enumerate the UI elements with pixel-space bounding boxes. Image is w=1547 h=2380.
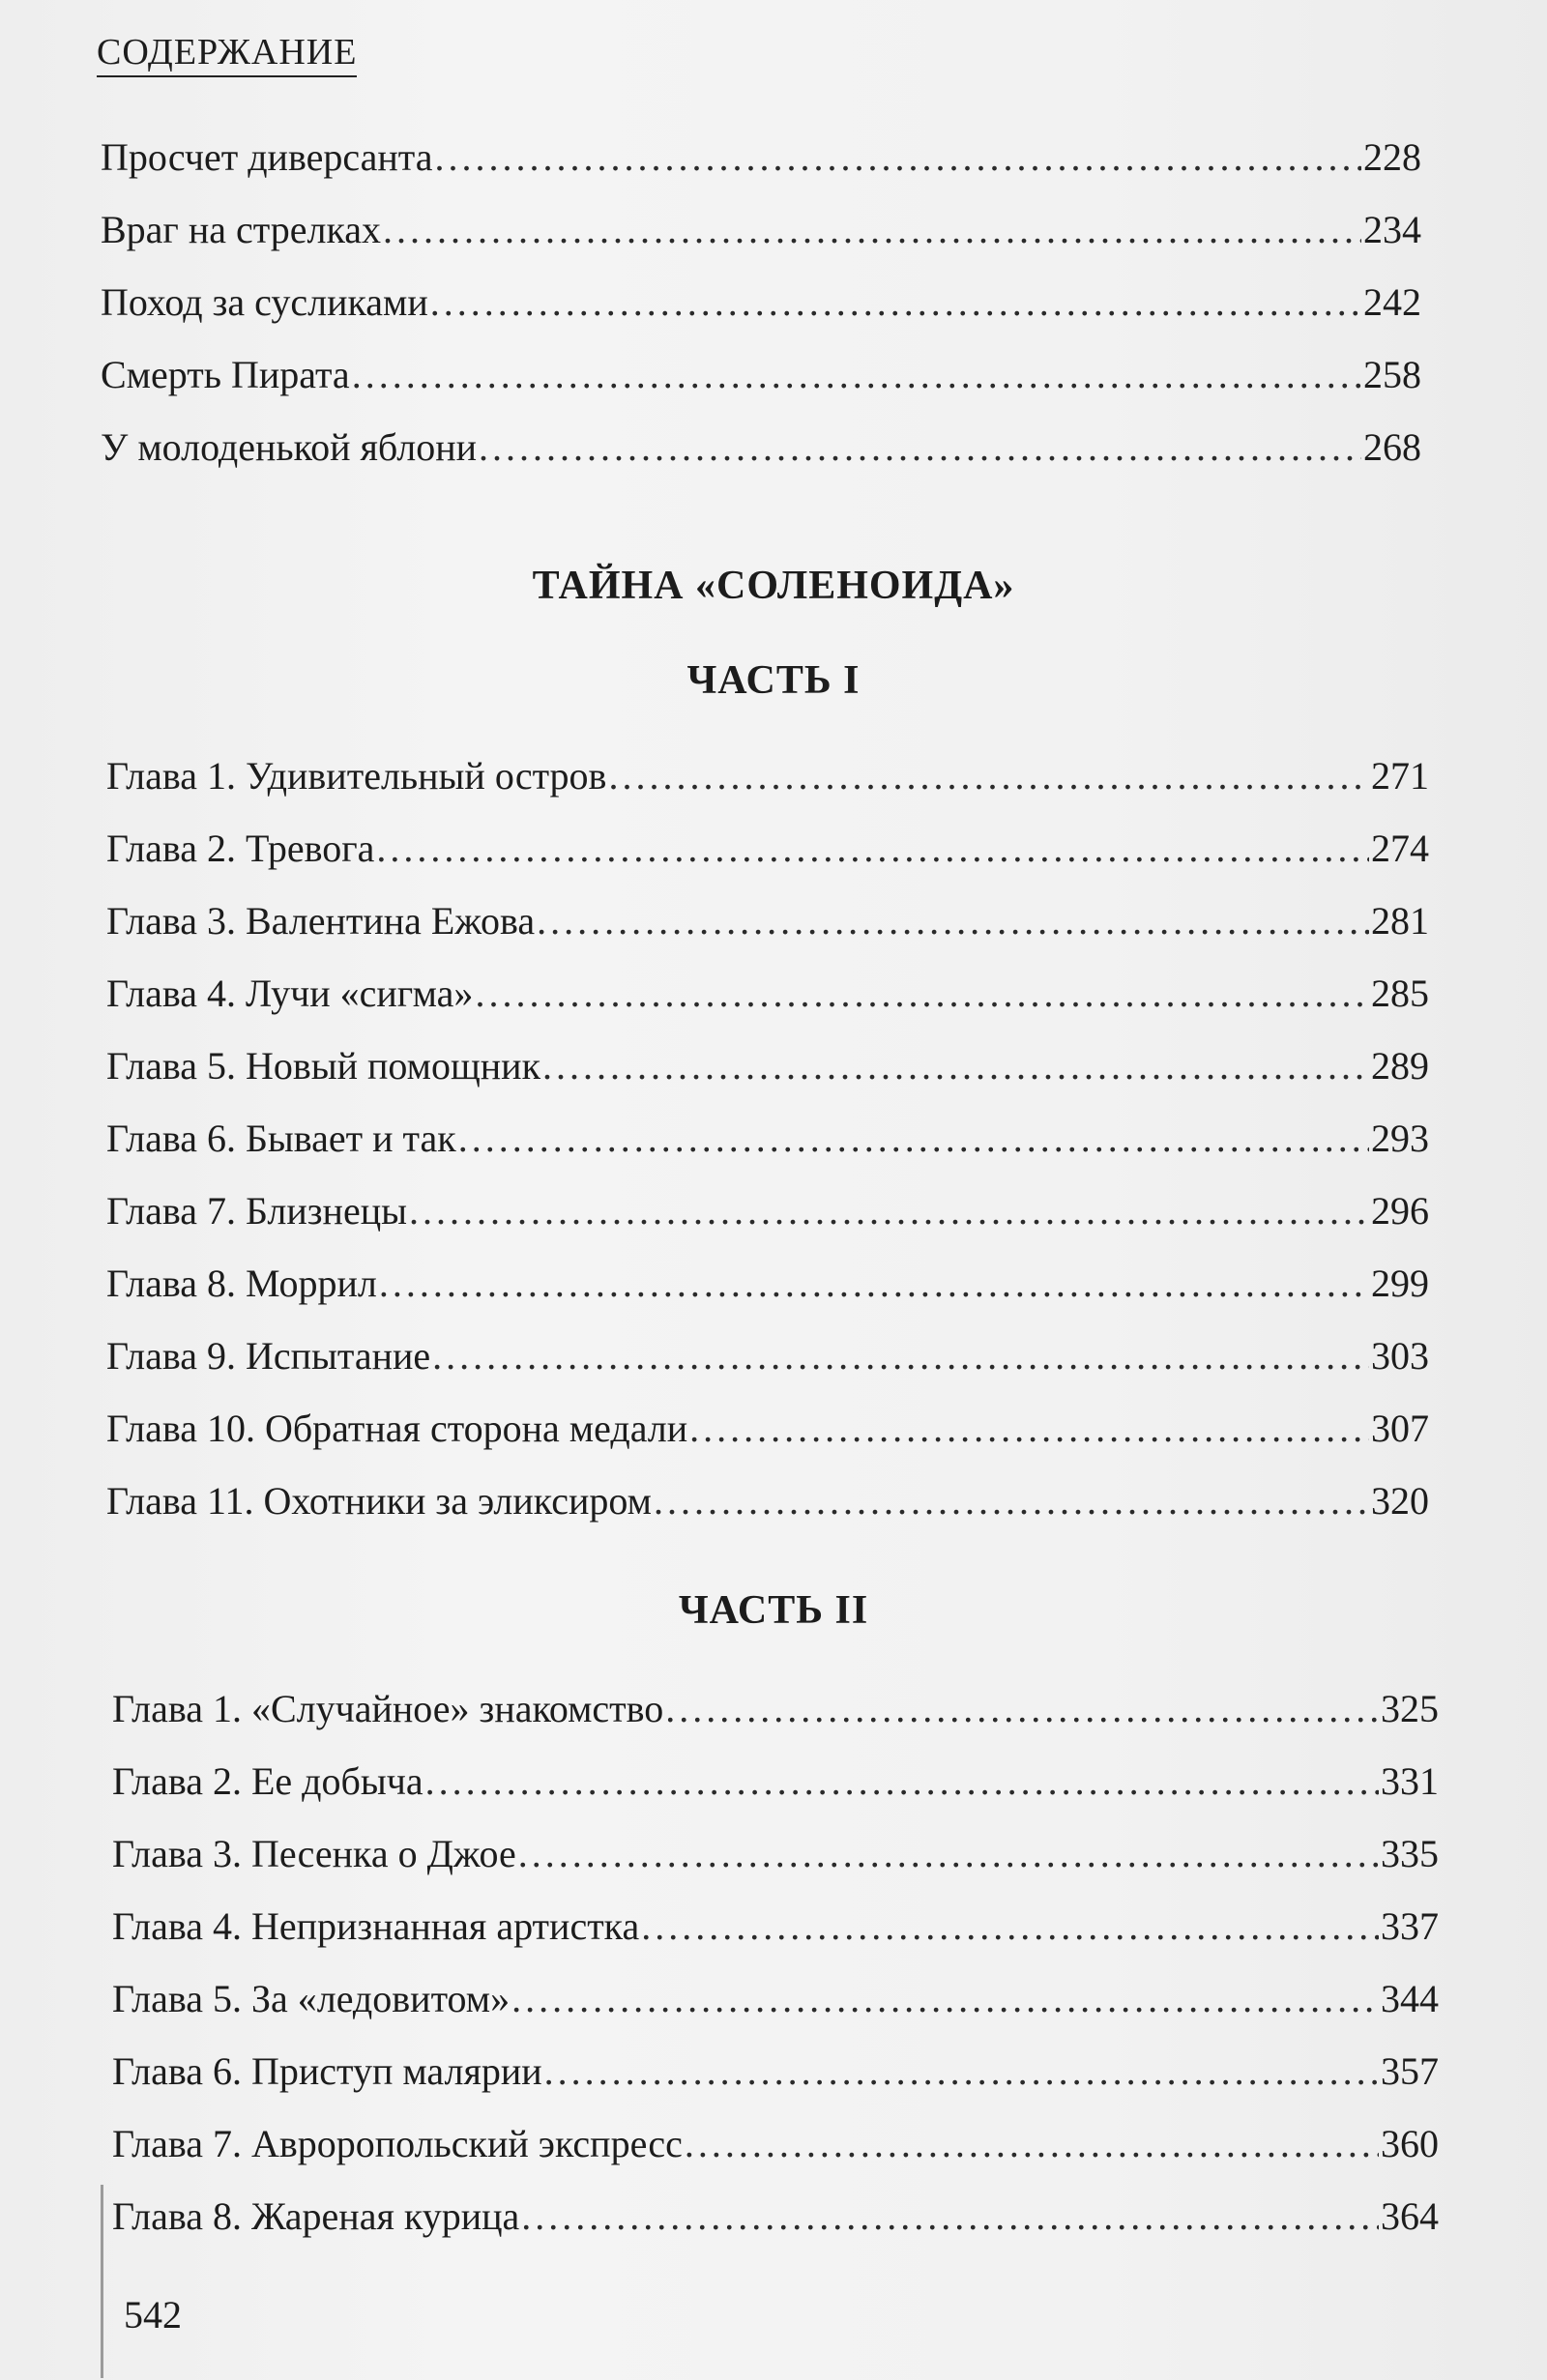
entry-title: Глава 11. Охотники за эликсиром xyxy=(106,1479,652,1523)
toc-entry xyxy=(106,1042,1429,1090)
dot-leader xyxy=(518,1830,1379,1878)
toc-entry xyxy=(112,1975,1439,2023)
entry-page: 357 xyxy=(1381,2049,1439,2093)
toc-entry xyxy=(106,1405,1429,1453)
toc-entry xyxy=(112,1902,1439,1951)
entry-page: 320 xyxy=(1371,1479,1429,1523)
entry-title: Глава 1. Удивительный остров xyxy=(106,754,607,798)
dot-leader xyxy=(383,206,1361,254)
entry-page: 307 xyxy=(1371,1407,1429,1450)
toc-entry xyxy=(106,1187,1429,1235)
entry-page: 289 xyxy=(1371,1044,1429,1088)
toc-entry xyxy=(106,1332,1429,1380)
toc-entry xyxy=(106,1260,1429,1308)
toc-entry xyxy=(101,206,1421,254)
dot-leader xyxy=(430,278,1361,327)
entry-title: Глава 7. Близнецы xyxy=(106,1189,407,1233)
dot-leader xyxy=(376,825,1369,873)
entry-title: Глава 8. Жареная курица xyxy=(112,2194,520,2238)
dot-leader xyxy=(475,970,1369,1018)
entry-page: 293 xyxy=(1371,1117,1429,1160)
toc-entry xyxy=(106,1115,1429,1163)
entry-title: У молоденькой яблони xyxy=(101,425,478,469)
entry-title: Глава 3. Песенка о Джое xyxy=(112,1832,516,1875)
toc-entry xyxy=(112,1685,1439,1733)
dot-leader xyxy=(521,2192,1379,2241)
entry-title: Глава 1. «Случайное» знакомство xyxy=(112,1687,664,1730)
entry-title: Глава 2. Ее добыча xyxy=(112,1759,423,1803)
entry-page: 337 xyxy=(1381,1904,1439,1948)
entry-page: 303 xyxy=(1371,1334,1429,1378)
toc-entry xyxy=(112,2120,1439,2168)
entry-title: Глава 5. За «ледовитом» xyxy=(112,1977,511,2020)
entry-title: Глава 3. Валентина Ежова xyxy=(106,899,536,943)
entry-page: 285 xyxy=(1371,972,1429,1015)
entry-page: 234 xyxy=(1363,208,1421,251)
dot-leader xyxy=(432,1332,1369,1380)
running-head: СОДЕРЖАНИЕ xyxy=(97,31,357,77)
entry-page: 228 xyxy=(1363,135,1421,179)
toc-entry xyxy=(112,2047,1439,2096)
entry-title: Глава 5. Новый помощник xyxy=(106,1044,541,1088)
dot-leader xyxy=(641,1902,1379,1951)
entry-title: Глава 6. Приступ малярии xyxy=(112,2049,542,2093)
entry-page: 296 xyxy=(1371,1189,1429,1233)
margin-line xyxy=(101,2185,103,2378)
dot-leader xyxy=(685,2120,1379,2168)
entry-title: Глава 4. Лучи «сигма» xyxy=(106,972,474,1015)
entry-title: Глава 7. Авроропольский экспресс xyxy=(112,2122,683,2165)
dot-leader xyxy=(425,1757,1379,1806)
dot-leader xyxy=(409,1187,1369,1235)
dot-leader xyxy=(511,1975,1379,2023)
toc-entry xyxy=(101,278,1421,327)
dot-leader xyxy=(458,1115,1369,1163)
part-heading: ЧАСТЬ II xyxy=(678,1588,869,1633)
entry-title: Глава 2. Тревога xyxy=(106,827,375,870)
entry-title: Глава 10. Обратная сторона медали xyxy=(106,1407,688,1450)
entry-title: Глава 4. Непризнанная артистка xyxy=(112,1904,640,1948)
toc-entry xyxy=(101,133,1421,182)
entry-page: 344 xyxy=(1381,1977,1439,2020)
toc-entry xyxy=(101,351,1421,399)
entry-title: Глава 8. Моррил xyxy=(106,1262,377,1305)
toc-entry xyxy=(106,752,1429,800)
entry-page: 271 xyxy=(1371,754,1429,798)
toc-entry xyxy=(106,970,1429,1018)
dot-leader xyxy=(542,1042,1369,1090)
dot-leader xyxy=(608,752,1369,800)
entry-title: Поход за сусликами xyxy=(101,280,428,324)
entry-page: 335 xyxy=(1381,1832,1439,1875)
toc-entry xyxy=(112,1830,1439,1878)
entry-title: Смерть Пирата xyxy=(101,353,350,396)
entry-page: 325 xyxy=(1381,1687,1439,1730)
dot-leader xyxy=(665,1685,1379,1733)
dot-leader xyxy=(479,423,1361,472)
part-heading: ЧАСТЬ I xyxy=(686,658,861,703)
dot-leader xyxy=(689,1405,1369,1453)
entry-page: 281 xyxy=(1371,899,1429,943)
entry-title: Глава 6. Бывает и так xyxy=(106,1117,456,1160)
entry-page: 268 xyxy=(1363,425,1421,469)
toc-entry xyxy=(101,423,1421,472)
entry-page: 360 xyxy=(1381,2122,1439,2165)
dot-leader xyxy=(544,2047,1379,2096)
dot-leader xyxy=(379,1260,1369,1308)
entry-title: Глава 9. Испытание xyxy=(106,1334,431,1378)
entry-page: 274 xyxy=(1371,827,1429,870)
entry-page: 299 xyxy=(1371,1262,1429,1305)
dot-leader xyxy=(434,133,1361,182)
toc-entry xyxy=(106,1477,1429,1525)
dot-leader xyxy=(654,1477,1369,1525)
entry-page: 364 xyxy=(1381,2194,1439,2238)
dot-leader xyxy=(352,351,1361,399)
entry-page: 242 xyxy=(1363,280,1421,324)
toc-entry xyxy=(112,1757,1439,1806)
toc-entry xyxy=(106,897,1429,945)
toc-entry xyxy=(112,2192,1439,2241)
page-number: 542 xyxy=(124,2293,182,2336)
toc-entry xyxy=(106,825,1429,873)
story-title: ТАЙНА «СОЛЕНОИДА» xyxy=(532,564,1015,608)
entry-page: 258 xyxy=(1363,353,1421,396)
entry-page: 331 xyxy=(1381,1759,1439,1803)
dot-leader xyxy=(537,897,1369,945)
entry-title: Враг на стрелках xyxy=(101,208,382,251)
entry-title: Просчет диверсанта xyxy=(101,135,433,179)
